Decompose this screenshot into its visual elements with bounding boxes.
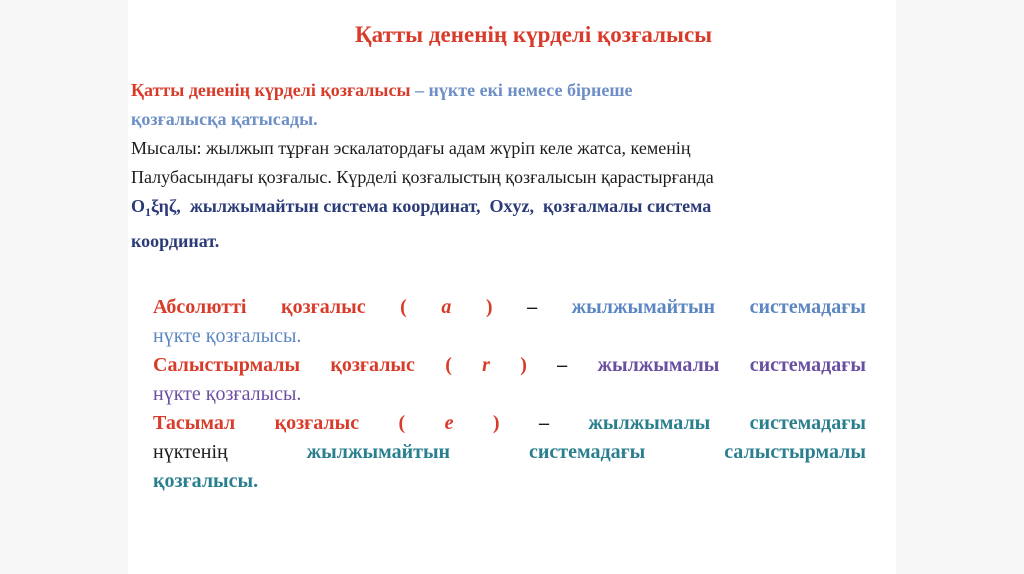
definition-dash: – bbox=[410, 80, 429, 100]
relative-desc-1: жылжымалы bbox=[597, 354, 720, 376]
absolute-motion-line-2: нүкте қозғалысы. bbox=[153, 325, 302, 347]
transport-symbol: e bbox=[444, 412, 454, 434]
relative-desc-2: системадағы bbox=[749, 354, 866, 376]
example-line-4: координат. bbox=[131, 231, 220, 251]
relative-motion-line-1 bbox=[153, 351, 866, 380]
left-margin bbox=[0, 0, 128, 574]
transport-line2-word-4: салыстырмалы bbox=[724, 441, 866, 463]
absolute-motion-line-1 bbox=[153, 293, 866, 322]
relative-word-1: Салыстырмалы bbox=[153, 354, 301, 376]
fixed-frame-text: жылжымайтын система координат, bbox=[189, 196, 481, 216]
transport-open-paren: ( bbox=[398, 412, 406, 434]
transport-close-paren: ) bbox=[492, 412, 500, 434]
transport-word-2: қозғалыс bbox=[274, 412, 360, 434]
definition-term: Қатты дененің күрделі қозғалысы bbox=[131, 80, 411, 100]
transport-dash: – bbox=[538, 412, 549, 434]
moving-frame-text: қозғалмалы система bbox=[543, 196, 712, 216]
absolute-close-paren: ) bbox=[485, 296, 493, 318]
moving-frame-axes: Oxyz, bbox=[489, 196, 534, 216]
transport-word-1: Тасымал bbox=[153, 412, 236, 434]
absolute-dash: – bbox=[527, 296, 538, 318]
fixed-frame-subscript: 1 bbox=[145, 205, 152, 219]
definition-line-1 bbox=[131, 76, 881, 105]
right-margin bbox=[896, 0, 1024, 574]
definition-rest-1: нүкте екі немесе бірнеше bbox=[428, 80, 633, 100]
fixed-frame-axes: ξηζ, bbox=[151, 196, 181, 216]
transport-line2-word-2: жылжымайтын bbox=[306, 441, 451, 463]
transport-motion-line-2 bbox=[153, 438, 866, 467]
relative-open-paren: ( bbox=[445, 354, 452, 376]
relative-symbol: r bbox=[482, 354, 490, 376]
transport-motion-line-3: қозғалысы. bbox=[153, 470, 259, 492]
motion-definitions bbox=[153, 293, 866, 496]
relative-dash: – bbox=[557, 354, 568, 376]
slide-title: Қатты дененің күрделі қозғалысы bbox=[355, 22, 713, 47]
absolute-word-1: Абсолютті bbox=[153, 296, 247, 318]
example-line-2: Палубасындағы қозғалыс. Күрделі қозғалыстың қозғалысын қарастырғанда bbox=[131, 167, 714, 187]
absolute-symbol: a bbox=[441, 296, 452, 318]
transport-motion-line-1 bbox=[153, 409, 866, 438]
example-line-1: Мысалы: жылжып тұрған эскалатордағы адам жүріп келе жатса, кеменің bbox=[131, 138, 691, 158]
absolute-word-2: қозғалыс bbox=[281, 296, 366, 318]
transport-desc-2: системадағы bbox=[749, 412, 866, 434]
absolute-desc-2: системадағы bbox=[749, 296, 866, 318]
definition-block bbox=[131, 76, 881, 256]
absolute-desc-1: жылжымайтын bbox=[571, 296, 716, 318]
example-line-3 bbox=[131, 192, 881, 227]
definition-line-2: қозғалысқа қатысады. bbox=[131, 109, 318, 129]
transport-line2-word-1: нүктенің bbox=[153, 441, 228, 463]
fixed-frame-origin: O bbox=[131, 196, 146, 216]
absolute-open-paren: ( bbox=[400, 296, 407, 318]
transport-desc-1: жылжымалы bbox=[588, 412, 711, 434]
transport-line2-word-3: системадағы bbox=[529, 441, 646, 463]
relative-motion-line-2: нүкте қозғалысы. bbox=[153, 383, 302, 405]
relative-close-paren: ) bbox=[520, 354, 527, 376]
relative-word-2: қозғалыс bbox=[330, 354, 415, 376]
